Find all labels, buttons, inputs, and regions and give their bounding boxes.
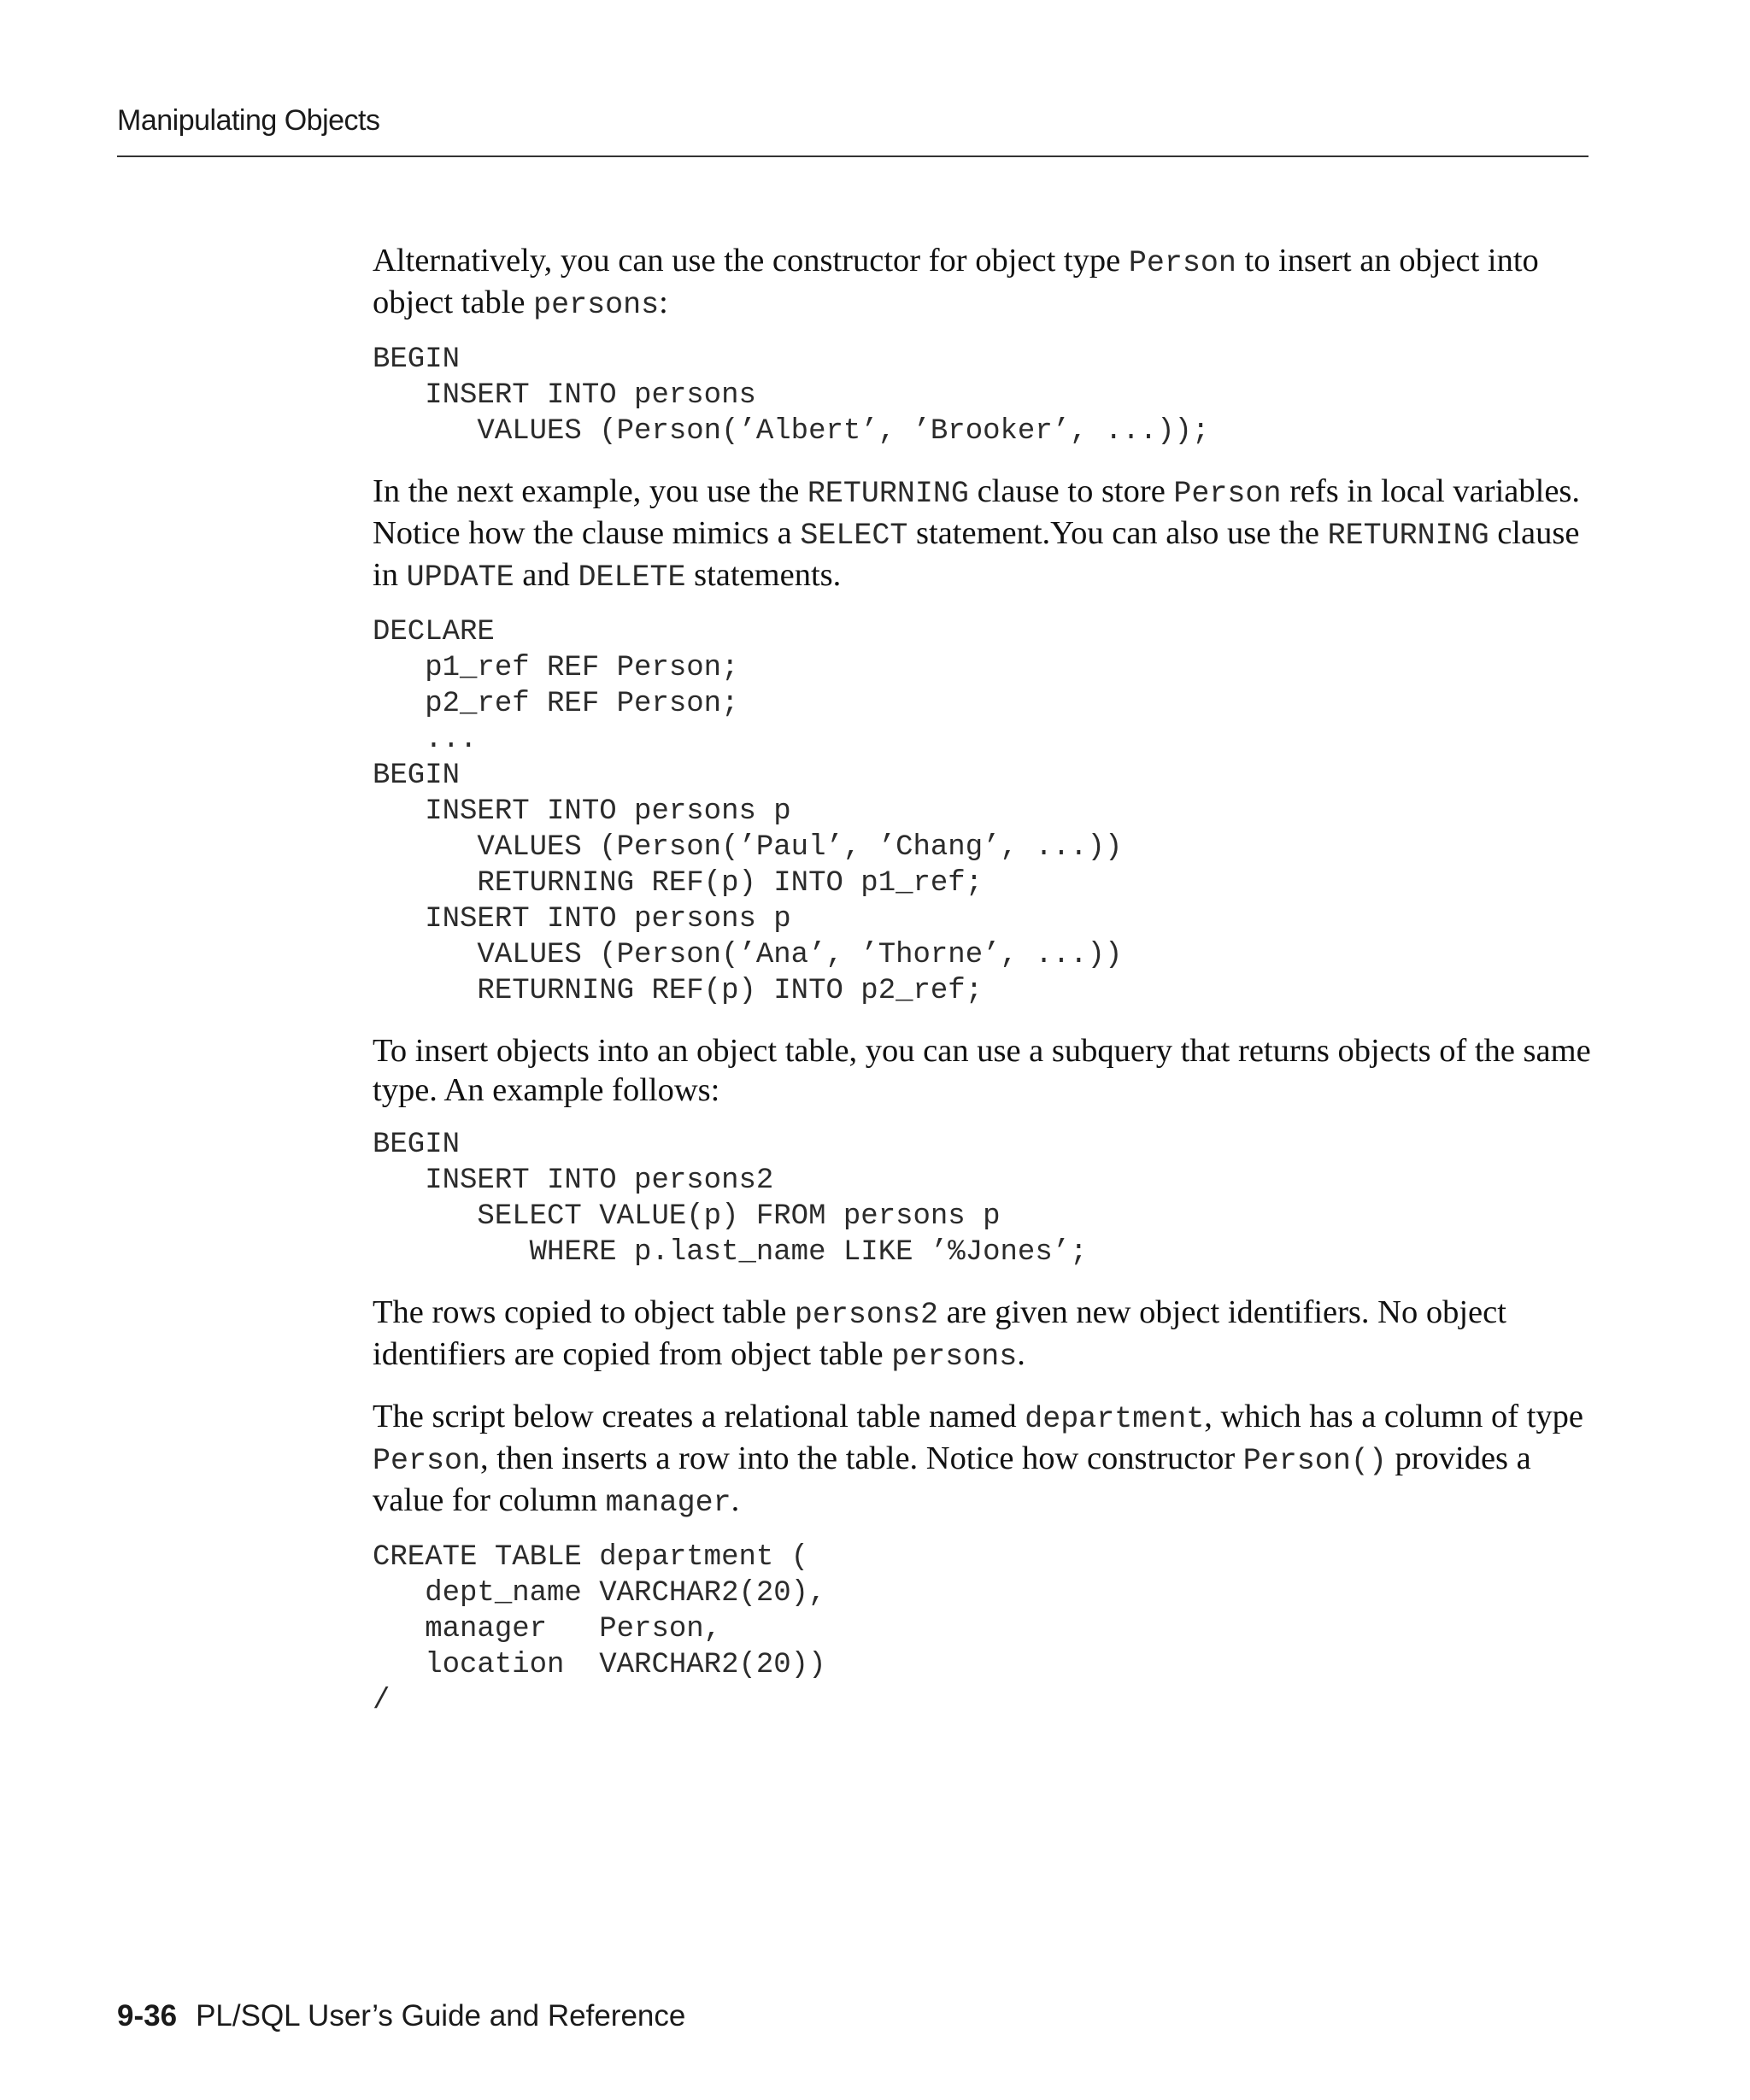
paragraph-text: In the next example, you use the [373, 473, 807, 509]
code-block-insert-constructor: BEGIN INSERT INTO persons VALUES (Person(’Albert’, ’Brooker’, ...)); [373, 343, 1210, 448]
page-content [373, 241, 1594, 1719]
paragraph-text: provides a value for column [373, 1440, 1531, 1518]
inline-code: persons [533, 288, 660, 322]
inline-code: persons [891, 1340, 1018, 1374]
inline-code: Person() [1242, 1444, 1387, 1478]
paragraph-text: , which has a column of type [1204, 1399, 1583, 1434]
inline-code: RETURNING [807, 477, 969, 511]
header-rule [117, 155, 1589, 157]
page-footer [117, 1999, 685, 2033]
paragraph-object-identifiers [373, 1293, 1594, 1376]
paragraph-text: . [1017, 1336, 1025, 1372]
paragraph-text: clause in [373, 515, 1580, 593]
running-header: Manipulating Objects [117, 104, 380, 137]
inline-code: SELECT [800, 519, 908, 553]
paragraph-subquery [373, 1031, 1594, 1110]
paragraph-text: and [514, 557, 578, 593]
book-title: PL/SQL User’s Guide and Reference [196, 1999, 686, 2033]
page-number: 9-36 [117, 1999, 178, 2033]
paragraph-text: . [731, 1482, 740, 1518]
paragraph-text: statement.You can also use the [907, 515, 1328, 551]
paragraph-text: statements. [685, 557, 842, 593]
paragraph-text: to insert an object into object table [373, 243, 1539, 320]
paragraph-text: The rows copied to object table [373, 1294, 795, 1330]
paragraph-text: : [659, 284, 668, 320]
inline-code: Person [1128, 246, 1236, 280]
inline-code: DELETE [578, 560, 686, 595]
paragraph-text: refs in local variables. Notice how the clause mimics a [373, 473, 1581, 551]
inline-code: department [1025, 1402, 1205, 1436]
inline-code: Person [1173, 477, 1282, 511]
code-block-create-table: CREATE TABLE department ( dept_name VARCHAR2(20), manager Person, location VARCHAR2(20)) / [373, 1541, 826, 1717]
code-block-subquery: BEGIN INSERT INTO persons2 SELECT VALUE(p) FROM persons p WHERE p.last_name LIKE ’%Jones’; [373, 1129, 1088, 1269]
inline-code: Person [373, 1444, 481, 1478]
paragraph-text: To insert objects into an object table, you can use a subquery that returns objects of the same type. An example follows: [373, 1033, 1591, 1108]
paragraph-text: clause to store [968, 473, 1174, 509]
paragraph-text: Alternatively, you can use the constructor for object type [373, 243, 1129, 279]
paragraph-text: The script below creates a relational table named [373, 1399, 1025, 1434]
paragraph-text: , then inserts a row into the table. Notice how constructor [480, 1440, 1243, 1476]
paragraph-text: are given new object identifiers. No object identifiers are copied from object table [373, 1294, 1506, 1372]
inline-code: manager [605, 1486, 731, 1520]
inline-code: persons2 [794, 1298, 938, 1332]
paragraph-returning-clause [373, 472, 1594, 597]
code-block-returning: DECLARE p1_ref REF Person; p2_ref REF Person; ... BEGIN INSERT INTO persons p VALUES (Person(’Paul’, ’Chang’, ...)) RETURNING REF(p) INTO p1_ref; INSERT INTO persons p VALUES (Person(’Ana’, ’Thorne’, ...)) RETURNING REF(p) INTO p2_ref; [373, 616, 1123, 1007]
inline-code: UPDATE [406, 560, 514, 595]
paragraph-department-table [373, 1397, 1594, 1522]
paragraph-constructor-insert [373, 241, 1594, 325]
inline-code: RETURNING [1327, 519, 1489, 553]
